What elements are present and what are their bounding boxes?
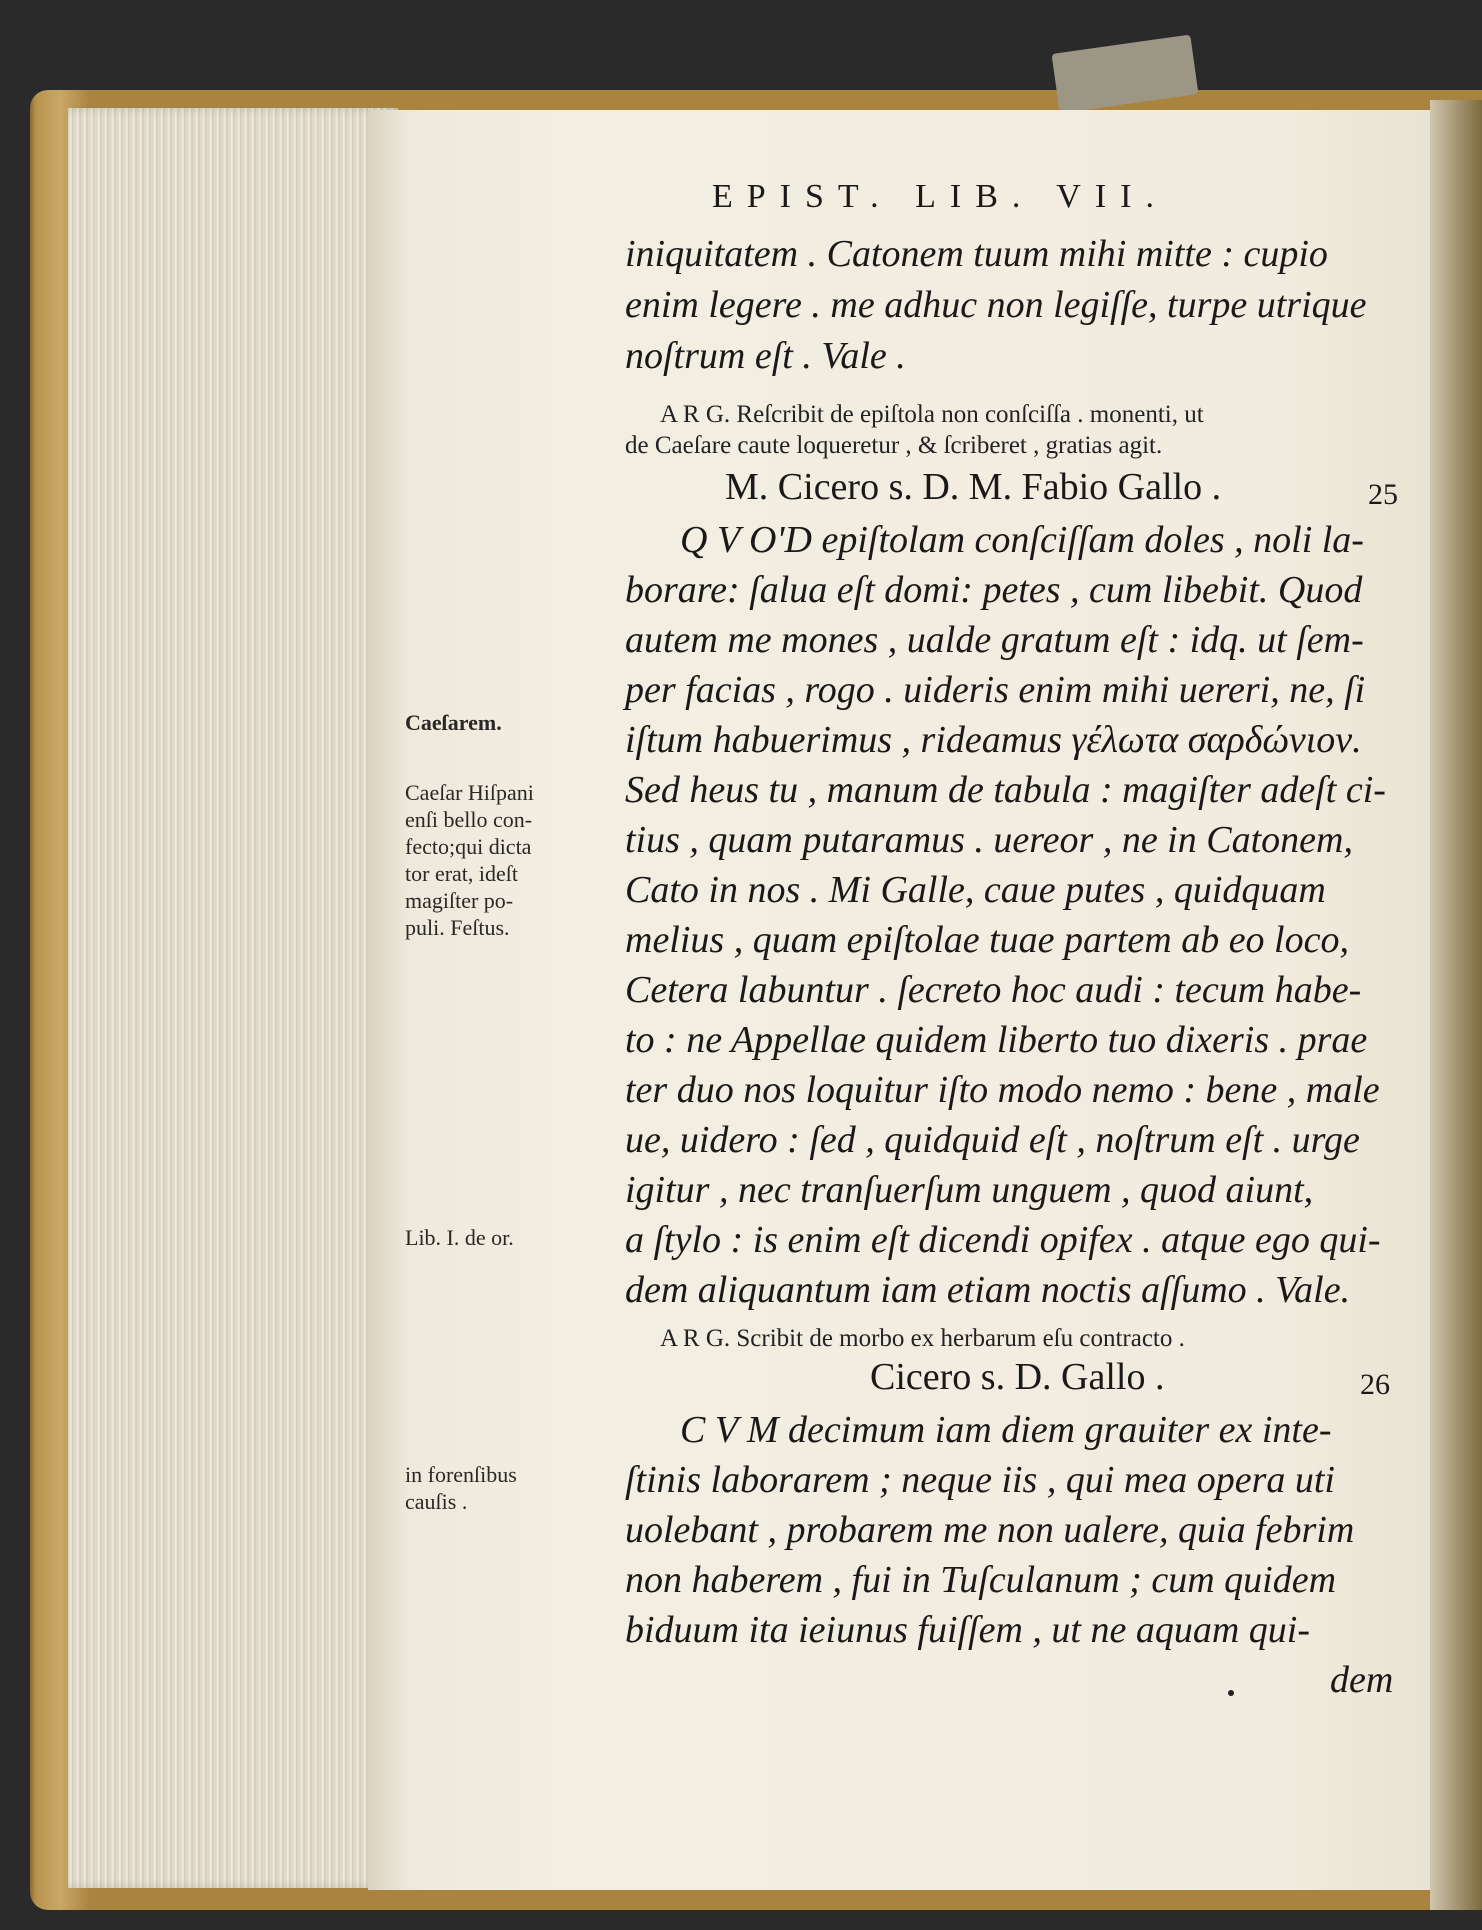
margin-note: magiſter po- bbox=[405, 888, 514, 913]
letter-number: 26 bbox=[1360, 1368, 1390, 1401]
text-line: Cato in nos . Mi Galle, caue putes , quidquam bbox=[625, 869, 1326, 911]
text-line: borare: ſalua eſt domi: petes , cum libebit. Quod bbox=[625, 569, 1363, 611]
running-header: EPIST. LIB. VII. bbox=[711, 178, 1168, 215]
margin-note: fecto;qui dicta bbox=[405, 834, 532, 859]
text-line: C V M decimum iam diem grauiter ex inte- bbox=[680, 1409, 1332, 1451]
margin-note: Lib. I. de or. bbox=[405, 1225, 514, 1250]
margin-note: Caeſar Hiſpani bbox=[405, 780, 534, 805]
argument-line: de Caeſare caute loqueretur , & ſcriberet , gratias agit. bbox=[625, 432, 1163, 459]
text-line: uolebant , probarem me non ualere, quia febrim bbox=[625, 1509, 1355, 1551]
letter-title: M. Cicero s. D. M. Fabio Gallo . bbox=[725, 466, 1222, 508]
text-line: a ſtylo : is enim eſt dicendi opifex . atque ego qui- bbox=[625, 1219, 1381, 1261]
text-line: Cetera labuntur . ſecreto hoc audi : tecum habe- bbox=[625, 969, 1362, 1011]
margin-note: Caeſarem. bbox=[405, 710, 502, 735]
text-line: ſtinis laborarem ; neque iis , qui mea opera uti bbox=[625, 1459, 1335, 1501]
letter-number: 25 bbox=[1368, 478, 1398, 511]
text-line: autem me mones , ualde gratum eſt : idq. ut ſem- bbox=[625, 619, 1364, 661]
facing-page-edge bbox=[1430, 100, 1482, 1910]
text-line: Sed heus tu , manum de tabula : magiſter adeſt ci- bbox=[625, 769, 1386, 811]
margin-note: tor erat, ideſt bbox=[405, 861, 519, 886]
text-line: dem aliquantum iam etiam noctis aſſumo . Vale. bbox=[625, 1269, 1351, 1311]
margin-note: in forenſibus bbox=[405, 1462, 517, 1487]
text-line: ue, uidero : ſed , quidquid eſt , noſtrum eſt . urge bbox=[625, 1119, 1360, 1161]
ink-dot bbox=[1228, 1690, 1234, 1696]
argument-line: A R G. Scribit de morbo ex herbarum eſu contracto . bbox=[660, 1325, 1185, 1352]
text-line: melius , quam epiſtolae tuae partem ab eo loco, bbox=[625, 919, 1349, 961]
margin-note: puli. Feſtus. bbox=[405, 915, 510, 940]
text-line: per facias , rogo . uideris enim mihi uereri, ne, ſi bbox=[625, 669, 1366, 711]
argument-line: A R G. Reſcribit de epiſtola non conſciſſa . monenti, ut bbox=[660, 401, 1204, 428]
margin-note: cauſis . bbox=[405, 1489, 468, 1514]
margin-note: enſi bello con- bbox=[405, 807, 533, 832]
text-line: biduum ita ieiunus fuiſſem , ut ne aquam qui- bbox=[625, 1609, 1311, 1651]
text-line: iſtum habuerimus , rideamus γέλωτα σαρδώνιον. bbox=[625, 719, 1362, 761]
text-line: non haberem , fui in Tuſculanum ; cum quidem bbox=[625, 1559, 1337, 1601]
text-line: igitur , nec tranſuerſum unguem , quod aiunt, bbox=[625, 1169, 1314, 1211]
text-line: iniquitatem . Catonem tuum mihi mitte : cupio bbox=[625, 233, 1328, 275]
text-line: enim legere . me adhuc non legiſſe, turpe utrique bbox=[625, 284, 1367, 326]
text-line: tius , quam putaramus . uereor , ne in Catonem, bbox=[625, 819, 1353, 861]
page-edges bbox=[68, 108, 398, 1888]
text-line: Q V O'D epiſtolam conſciſſam doles , noli la- bbox=[680, 519, 1364, 561]
text-line: to : ne Appellae quidem liberto tuo dixeris . prae bbox=[625, 1019, 1368, 1061]
text-line: noſtrum eſt . Vale . bbox=[625, 335, 906, 377]
catchword: dem bbox=[1330, 1659, 1394, 1701]
letter-title: Cicero s. D. Gallo . bbox=[870, 1356, 1165, 1398]
text-line: ter duo nos loquitur iſto modo nemo : bene , male bbox=[625, 1069, 1380, 1111]
